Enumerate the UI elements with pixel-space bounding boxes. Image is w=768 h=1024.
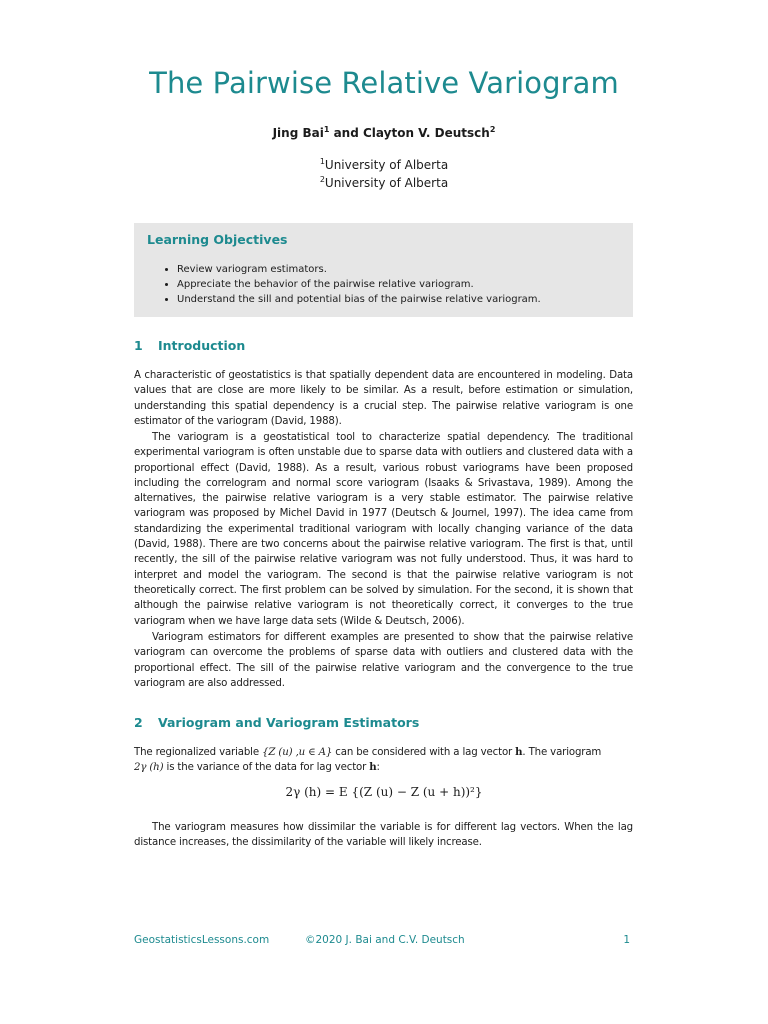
section-number: 2 bbox=[134, 715, 143, 730]
section-number: 1 bbox=[134, 338, 143, 353]
section-heading-variogram-estimators bbox=[134, 715, 419, 730]
affil-text: University of Alberta bbox=[324, 158, 449, 172]
learning-objectives-box bbox=[134, 223, 633, 317]
paragraph bbox=[134, 745, 633, 776]
text-run: The regionalized variable bbox=[134, 747, 263, 758]
objective-item: • Appreciate the behavior of the pairwise relative variogram. bbox=[177, 277, 620, 292]
affil-marker: 1 bbox=[319, 157, 325, 166]
author-affil-marker: 2 bbox=[489, 125, 496, 134]
inline-math: {Z (u) ,u ∈ A} bbox=[262, 747, 333, 758]
inline-math: h bbox=[515, 746, 523, 758]
page-number: 1 bbox=[623, 934, 630, 946]
text-run: can be considered with a lag vector bbox=[332, 747, 516, 758]
objective-item: • Understand the sill and potential bias of the pairwise relative variogram. bbox=[177, 292, 620, 307]
author-affil-marker: 1 bbox=[323, 125, 330, 134]
paragraph: The variogram is a geostatistical tool to characterize spatial dependency. The traditional experimental variogram is often unstable due to sparse data with outliers and clustered data with a proportional effect (David, 1988). As a result, various robust variograms have been proposed including the correlogram and normal score variogram (Isaaks & Srivastava, 1989). Among the alternatives, the pairwise relative variogram is a very stable estimator. The pairwise relative variogram was proposed by Michel David in 1977 (Deutsch & Journel, 1997). The idea came from standardizing the experimental traditional variogram with locally changing variance of the data (David, 1988). There are two concerns about the pairwise relative variogram. The first is that, until recently, the sill of the pairwise relative variogram was not fully understood. Thus, it was hard to interpret and model the variogram. The second is that the pairwise relative variogram is not theoretically correct. The first problem can be solved by simulation. For the second, it is shown that although the pairwise relative variogram is not theoretically correct, it converges to the true variogram when we have large data sets (Wilde & Deutsch, 2006). bbox=[134, 432, 633, 627]
text-run: is the variance of the data for lag vector bbox=[163, 762, 370, 774]
author-name: Jing Bai bbox=[272, 126, 324, 140]
paragraph: A characteristic of geostatistics is that spatially dependent data are encountered in modeling. Data values that are close are more likely to be similar. As a result, before estimation or simulation, understanding this spatial dependency is a crucial step. The pairwise relative variogram is one estimator of the variogram (David, 1988). bbox=[134, 370, 633, 427]
section-title: Introduction bbox=[158, 338, 246, 353]
author-line bbox=[0, 126, 768, 140]
footer-site-link[interactable]: GeostatisticsLessons.com bbox=[134, 934, 270, 946]
variogram-equation: 2γ (h) = E {(Z (u) − Z (u + h))²} bbox=[285, 785, 483, 799]
author-conjunction: and bbox=[329, 126, 363, 140]
affiliation bbox=[0, 156, 768, 174]
paragraph: The variogram measures how dissimilar the variable is for different lag vectors. When the lag distance increases, the dissimilarity of the variable will likely increase. bbox=[134, 822, 633, 849]
inline-math: h bbox=[369, 761, 377, 774]
paragraph: Variogram estimators for different examples are presented to show that the pairwise relative variogram can overcome the problems of sparse data with outliers and clustered data with the proportional effect. The sill of the pairwise relative variogram and the convergence to the true variogram are also addressed. bbox=[134, 632, 633, 689]
objectives-list bbox=[147, 262, 620, 307]
affiliations bbox=[0, 156, 768, 192]
objective-item: • Review variogram estimators. bbox=[177, 262, 620, 277]
text-run: . The variogram bbox=[522, 747, 602, 758]
author-name: Clayton V. Deutsch bbox=[363, 126, 490, 140]
affil-marker: 2 bbox=[319, 175, 325, 184]
affil-text: University of Alberta bbox=[324, 176, 449, 190]
text-run: : bbox=[376, 762, 380, 774]
objectives-heading: Learning Objectives bbox=[147, 232, 288, 247]
footer-copyright: ©2020 J. Bai and C.V. Deutsch bbox=[305, 934, 465, 946]
page-title: The Pairwise Relative Variogram bbox=[149, 66, 619, 100]
section-title: Variogram and Variogram Estimators bbox=[158, 715, 420, 730]
inline-math: 2γ (h) bbox=[134, 762, 164, 774]
section-heading-introduction bbox=[134, 338, 245, 353]
affiliation bbox=[0, 174, 768, 192]
page-footer bbox=[134, 934, 633, 950]
